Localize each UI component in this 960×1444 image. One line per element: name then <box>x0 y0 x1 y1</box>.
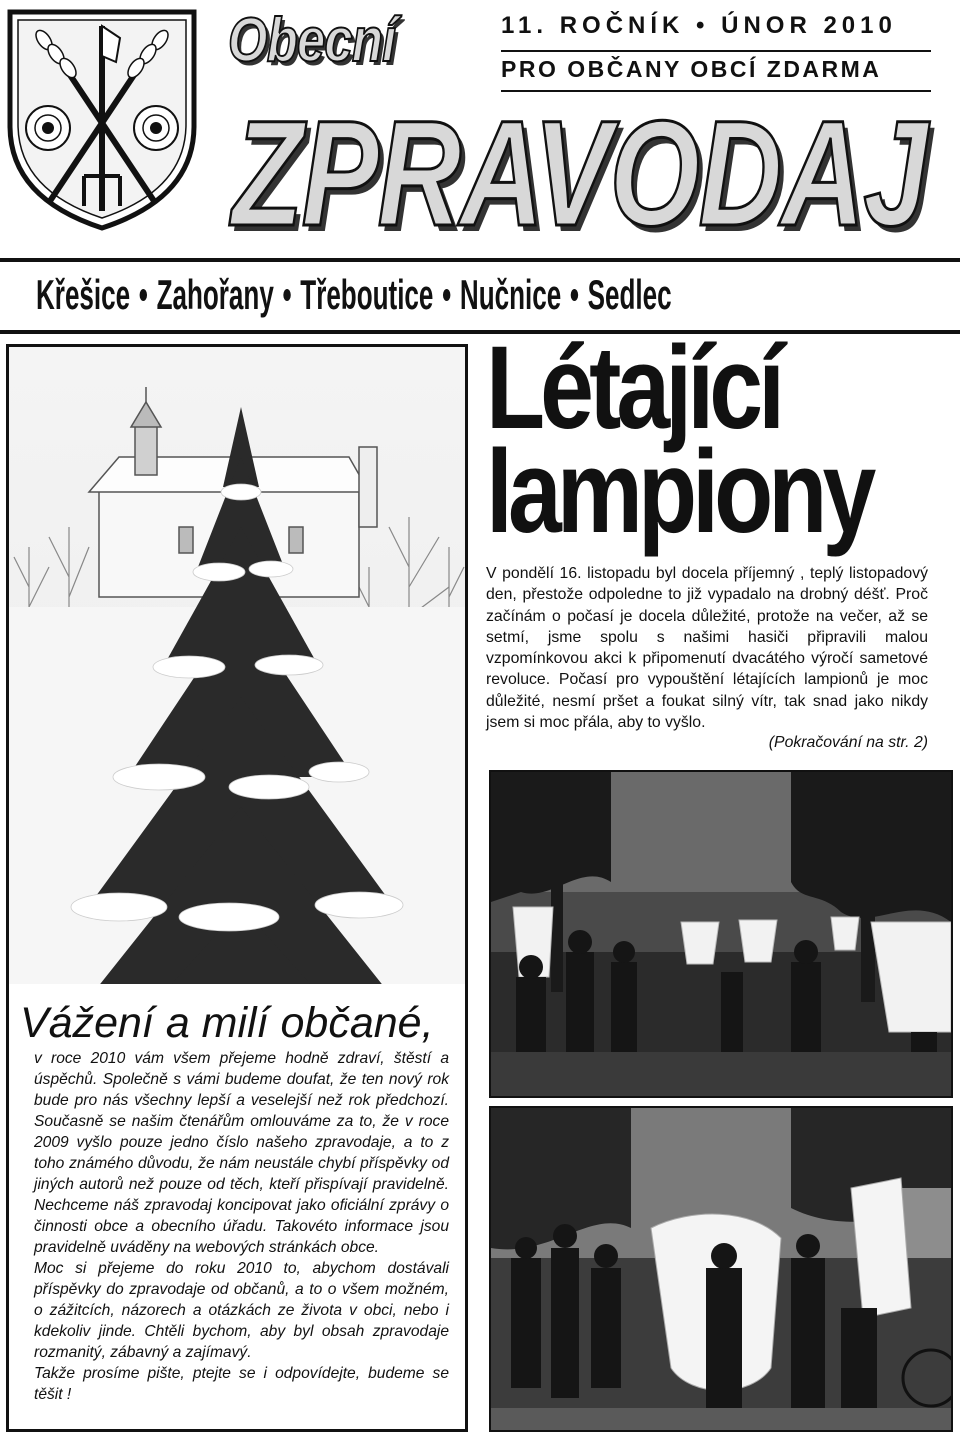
lantern-photo-bottom <box>489 1106 953 1432</box>
headline-line: Létající <box>486 322 781 454</box>
divider <box>501 50 931 52</box>
separator-bullet: • <box>569 271 579 318</box>
separator-bullet: • <box>138 271 148 318</box>
coat-of-arms <box>4 6 200 234</box>
greeting-paragraph: Takže prosíme pište, ptejte se i odpovídejte, budeme se těšit ! <box>34 1365 449 1403</box>
village-name: Sedlec <box>587 271 672 318</box>
village-name: Třeboutice <box>300 271 434 318</box>
village-name: Zahořany <box>156 271 274 318</box>
greeting-text <box>34 1048 449 1405</box>
article-body <box>486 563 928 733</box>
continued-note: (Pokračování na str. 2) <box>768 734 928 751</box>
village-name: Nučnice <box>459 271 562 318</box>
headline-line: lampiony <box>486 426 872 558</box>
article-paragraph: V pondělí 16. listopadu byl docela příjemný , teplý listopadový den, přestože odpoledne to již vypadalo na drobný déšť. Proč začínám o počasí je docela důležité, protože na večer, až se setmí, jsme spolu s našimi hasiči připravili malou vzpomínkovou akci k připomenutí dvacátého výročí sametové revoluce. Počasí pro vypouštění létajících lampionů je moc důležité, nesmí pršet a foukat silný vítr, tak snad jako nikdy jsem si moc přála, aby to vyšlo. <box>486 565 928 732</box>
greeting-paragraph: Moc si přejeme do roku 2010 to, abychom dostávali příspěvky do zpravodaje od občanů, a to o všem možném, o zážitcích, názorech a otázkách ze života v obci, nebo i kdekoliv jinde. Chtěli bychom, aby byl obsah zpravodaje rozmanitý, zábavný a zajímavý. <box>34 1260 449 1361</box>
separator-bullet: • <box>282 271 292 318</box>
village-name: Křešice <box>36 271 131 318</box>
villages-list <box>36 268 672 322</box>
separator-bullet: • <box>442 271 452 318</box>
lantern-photo-top <box>489 770 953 1098</box>
masthead-title-main: ZPRAVODAJ <box>232 89 927 257</box>
issue-info: 11. ROČNÍK • ÚNOR 2010 <box>501 12 897 39</box>
article-headline <box>486 322 872 558</box>
greeting-title: Vážení a milí občané, <box>20 999 434 1047</box>
free-distribution-note: PRO OBČANY OBCÍ ZDARMA <box>501 56 882 82</box>
greeting-paragraph: v roce 2010 vám všem přejeme hodně zdraví, štěstí a úspěchů. Společně s vámi budeme doufat, že ten nový rok bude pro nás všechny lepší a veselejší než rok předchozí. Současně se našim čtenářům omlouváme za to, že v roce 2009 vyšlo pouze jedno číslo našeho zpravodaje, a to z toho známého důvodu, že nám neustále chybí příspěvky od jiných autorů než pouze od těch, kteří přispívají pravidelně. Nechceme náš zpravodaj koncipovat jako oficiální zprávy o činnosti obce a obecního úřadu. Takovéto informace jsou pravidelně uváděny na webových stránkách obce. <box>34 1050 449 1256</box>
masthead-title-top: Obecní <box>228 6 396 75</box>
